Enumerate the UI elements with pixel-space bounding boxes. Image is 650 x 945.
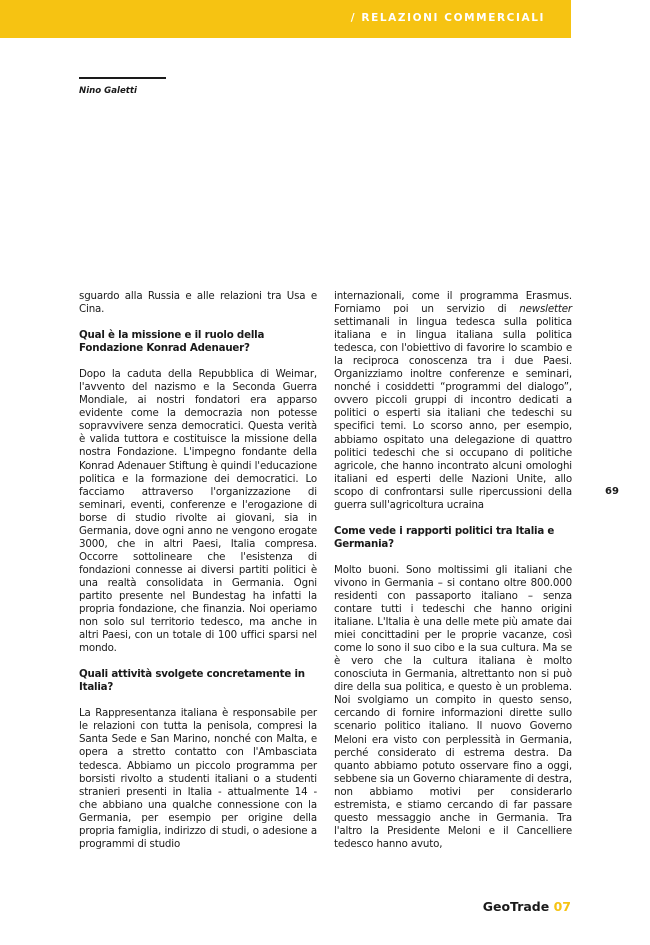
magazine-brand: GeoTrade xyxy=(482,899,550,914)
paragraph: Dopo la caduta della Repubblica di Weimar, l'avvento del nazismo e la Seconda Guerra Mondiale, ai nostri fondatori era apparso evidente come la democrazia non potesse sopravvivere senza democratici. Questa verità è valida tuttora e costituisce la missione della nostra Fondazione. L'impegno fondante della Konrad Adenauer Stiftung è quindi l'educazione politica e la formazione dei democratici. Lo facciamo attraverso l'organizzazione di seminari, eventi, conferenze e l'erogazione di borse di studio rivolte ai giovani, sia in Germania, dove ogni anno ne vengono erogate 3000, che in altri Paesi, Italia compresa. Occorre sottolineare che l'esistenza di fondazioni connesse ai diversi partiti politici è una realtà consolidata in Germania. Ogni partito presente nel Bundestag ha infatti la propria fondazione, che finanzia. Noi operiamo non solo sul territorio tedesco, ma anche in altri Paesi, con un totale di 100 uffici sparsi nel mondo. xyxy=(79,368,317,655)
author-divider xyxy=(79,77,166,79)
emphasis-text: newsletter xyxy=(519,303,572,316)
question-heading: Qual è la missione e il ruolo della Fondazione Konrad Adenauer? xyxy=(79,329,265,355)
author-name: Nino Galetti xyxy=(79,86,137,96)
paragraph-text: settimanali in lingua tedesca sulla politica italiana e in lingua italiana sulla politica tedesca, con l'obiettivo di favorire lo scambio e la reciproca conoscenza tra i due Paesi. Organizziamo inoltre conferenze e seminari, nonché i cosiddetti “programmi del dialogo”, ovvero piccoli gruppi di incontro dedicati a politici o esperti sia italiani che tedeschi su specifici temi. Lo scorso anno, per esempio, abbiamo ospitato una delegazione di quattro politici tedeschi che si occupano di politiche agricole, che hanno incontrato alcuni omologhi italiani ed esperti delle Nazioni Unite, allo scopo di confrontarsi sulle ripercussioni della guerra sull'agricoltura ucraina xyxy=(334,316,572,511)
footer-logo xyxy=(483,899,571,914)
question-heading: Quali attività svolgete concretamente in Italia? xyxy=(79,668,305,694)
paragraph xyxy=(334,290,572,512)
article-column-left xyxy=(79,290,317,864)
paragraph: Molto buoni. Sono moltissimi gli italiani che vivono in Germania – si contano oltre 800.000 residenti con passaporto italiano – senza contare tutti i tedeschi che hanno origini italiane. L'Italia è una delle mete più amate dai miei concittadini per le proprie vacanze, così come lo sono il suo cibo e la sua cultura. Ma se è vero che la cultura italiana è molto conosciuta in Germania, altrettanto non si può dire della sua politica, e questo è un problema. Noi svolgiamo un compito in questo senso, cercando di fornire informazioni dirette sullo scenario politico italiano. Il nuovo Governo Meloni era visto con perplessità in Germania, perché considerato di estrema destra. Da quanto abbiamo potuto osservare fino a oggi, sebbene sia un Governo chiaramente di destra, non abbiamo motivi per considerarlo estremista, e stiamo cercando di far passare questo messaggio anche in Germania. Tra l'altro la Presidente Meloni e il Cancelliere tedesco hanno avuto, xyxy=(334,563,572,850)
article-column-right xyxy=(334,290,572,864)
header-bar xyxy=(0,0,571,38)
section-label: / RELAZIONI COMMERCIALI xyxy=(350,12,545,24)
page-number: 69 xyxy=(605,486,619,497)
question-heading: Come vede i rapporti politici tra Italia e Germania? xyxy=(334,524,555,550)
issue-number: 07 xyxy=(553,899,571,914)
paragraph-text: internazionali, come il programma Erasmus. Forniamo poi un servizio di xyxy=(334,290,572,316)
paragraph: La Rappresentanza italiana è responsabile per le relazioni con tutta la penisola, compresi la Santa Sede e San Marino, nonché con Malta, e opera a stretto contatto con l'Ambasciata tedesca. Abbiamo un piccolo programma per borsisti rivolto a studenti italiani o a studenti stranieri presenti in Italia - attualmente 14 - che abbiano una qualche connessione con la Germania, per esempio per origine della propria famiglia, indirizzo di studi, o adesione a programmi di studio xyxy=(79,707,317,850)
paragraph: sguardo alla Russia e alle relazioni tra Usa e Cina. xyxy=(79,290,317,316)
